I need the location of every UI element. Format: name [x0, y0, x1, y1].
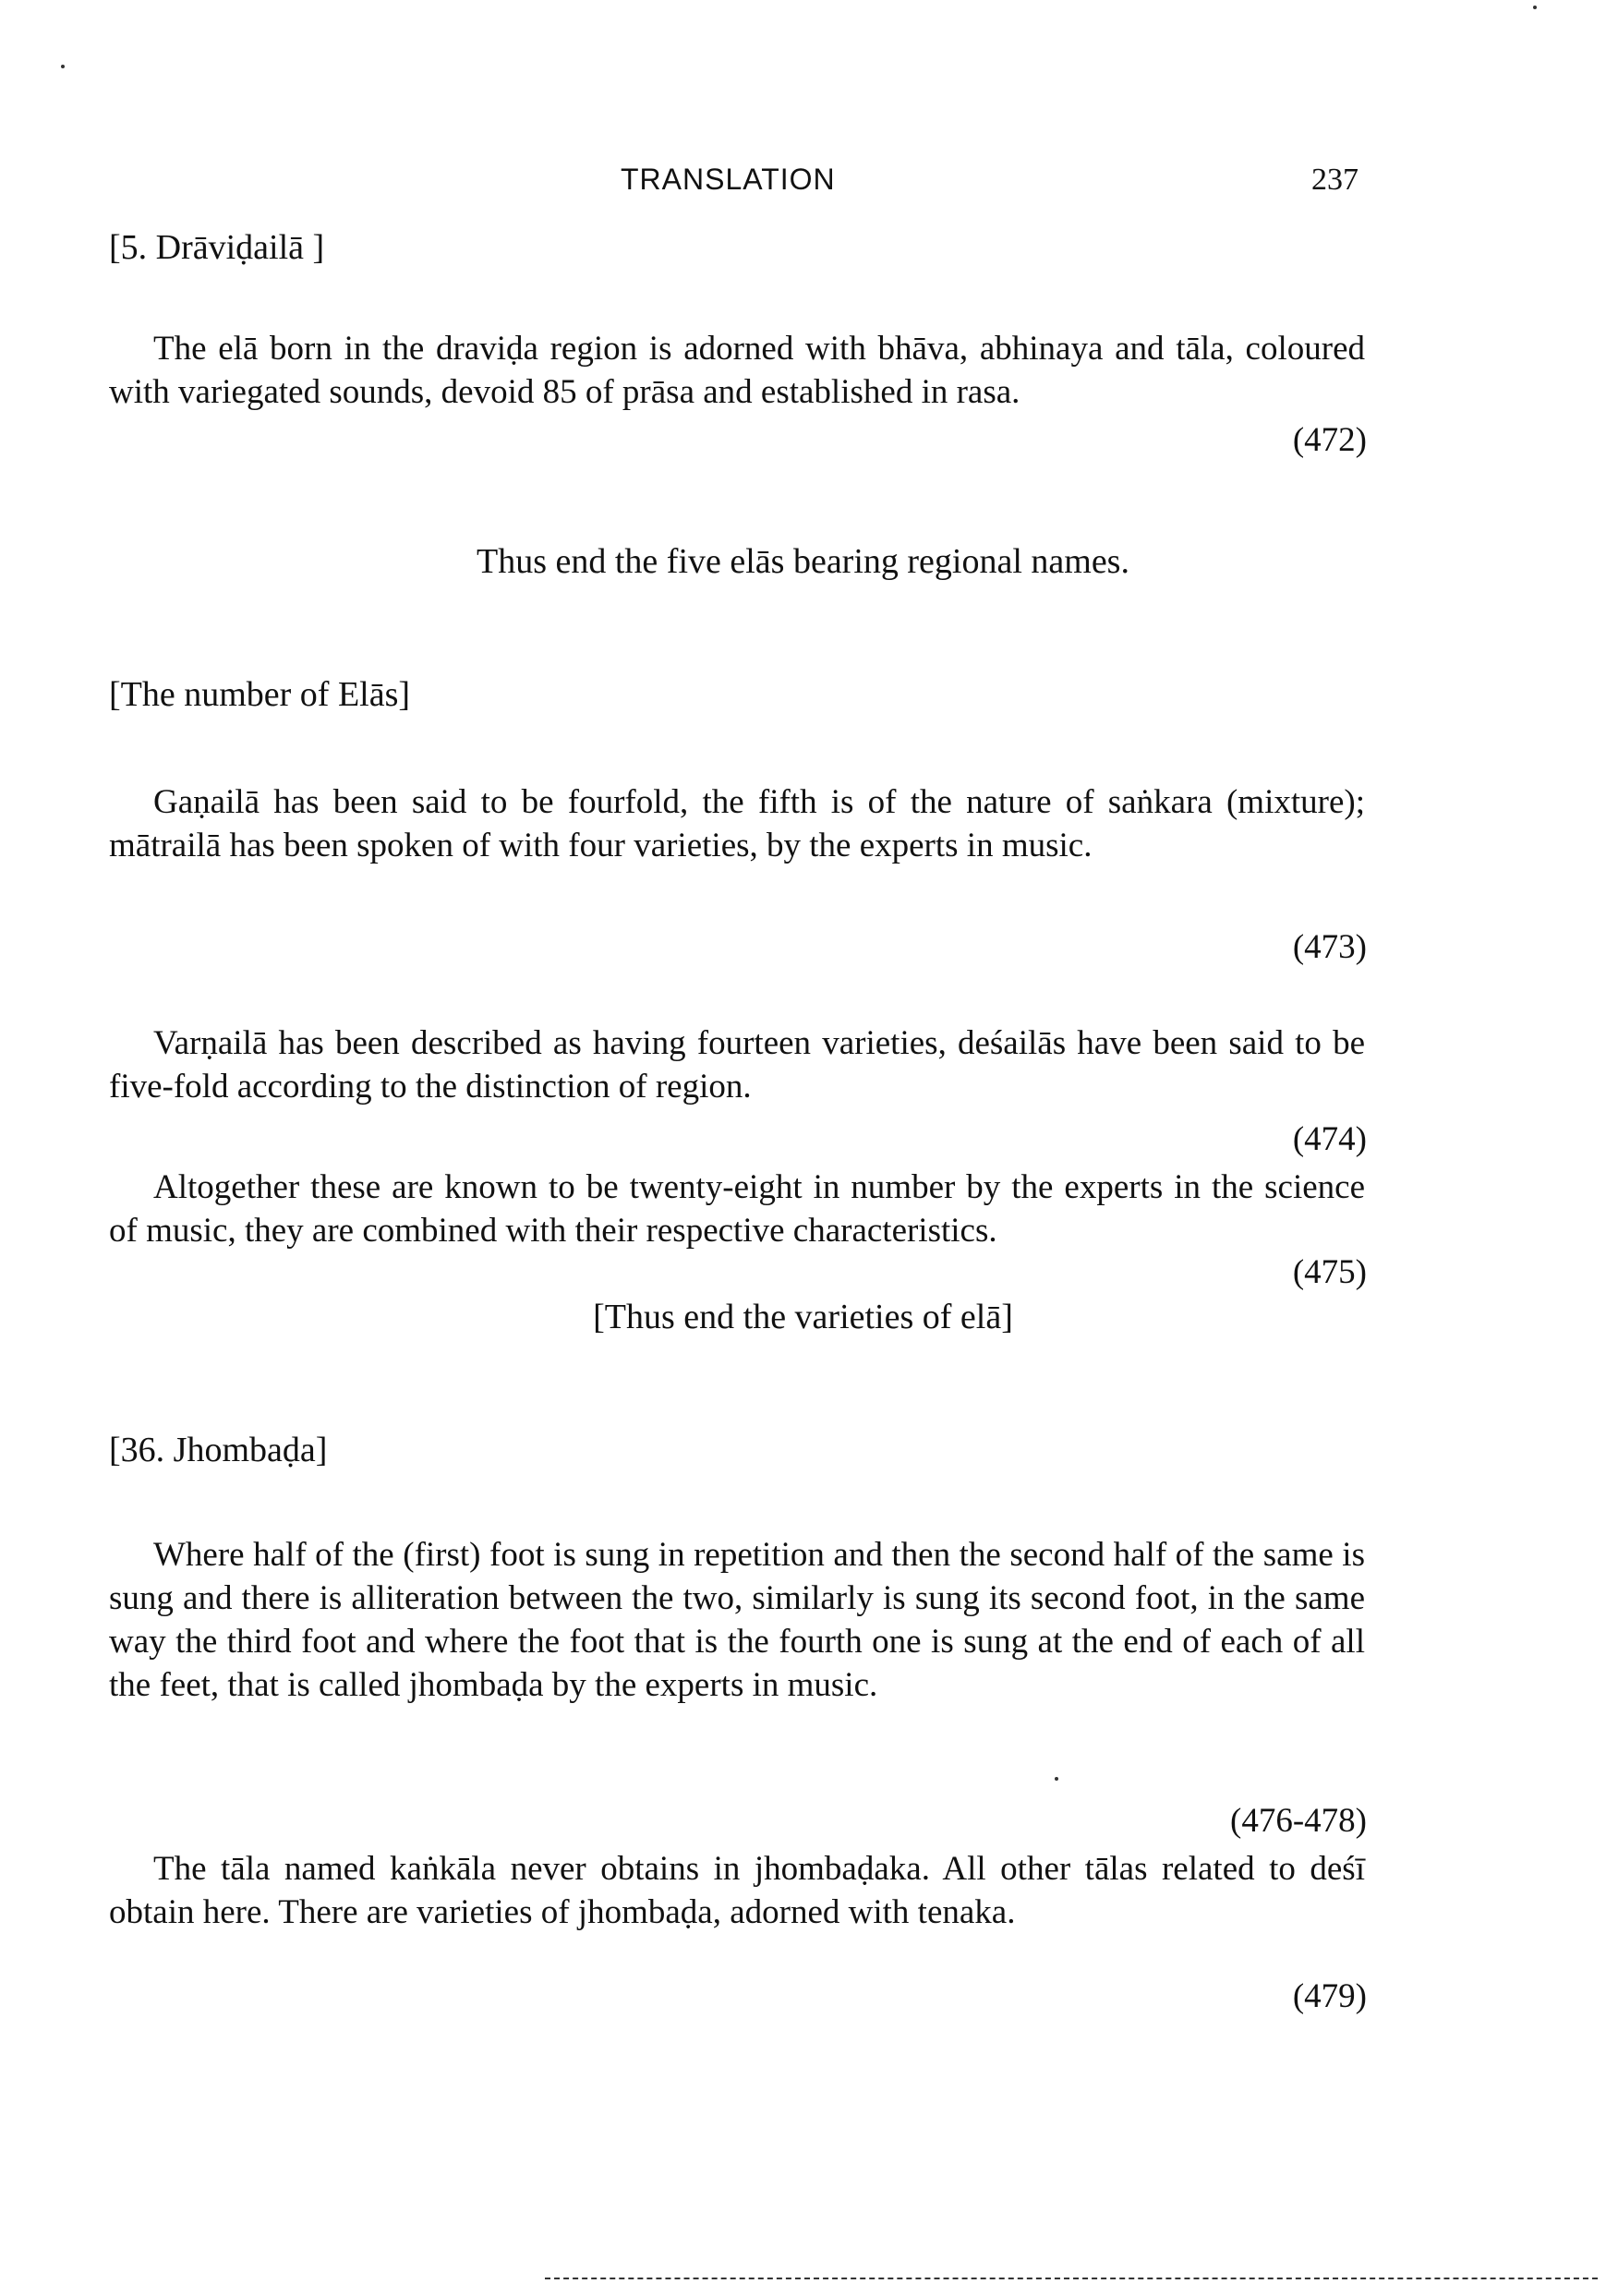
closing-line-varieties-of-ela: [Thus end the varieties of elā] [593, 1298, 1013, 1336]
scan-edge-line [545, 2278, 1598, 2279]
paragraph-text: Altogether these are known to be twenty-eight in number by the experts in the science of music, they are combined with their respective characteristics. [109, 1168, 1365, 1250]
verse-number-476-478: (476-478) [1230, 1802, 1367, 1840]
scan-speck [61, 65, 65, 68]
closing-line-regional-elas: Thus end the five elās bearing regional names. [477, 542, 1129, 581]
paragraph-varnaila [109, 1021, 1365, 1108]
verse-number-479: (479) [1292, 1977, 1367, 2015]
paragraph-dravidaila [109, 327, 1365, 414]
section-heading-dravidaila: [5. Drāviḍailā ] [109, 228, 325, 267]
running-header-title: TRANSLATION [621, 163, 836, 196]
paragraph-text: Gaṇailā has been said to be fourfold, the fifth is of the nature of saṅkara (mixture); mātrailā has been spoken of with four varieties, by the experts in music. [109, 783, 1365, 864]
paragraph-text: The elā born in the draviḍa region is adorned with bhāva, abhinaya and tāla, coloured with variegated sounds, devoid 85 of prāsa and established in rasa. [109, 330, 1365, 411]
section-heading-jhombada: [36. Jhombaḍa] [109, 1431, 328, 1469]
verse-number-475: (475) [1292, 1253, 1367, 1291]
paragraph-jhombada-tala [109, 1847, 1365, 1934]
scan-speck [1533, 6, 1537, 9]
scan-speck [1055, 1777, 1058, 1781]
paragraph-text: Where half of the (first) foot is sung in repetition and then the second half of the same is sung and there is alliteration between the two, similarly is sung its second foot, in the same way the third foot and where the foot that is the fourth one is sung at the end of each of all the feet, that is called jhombaḍa by the experts in music. [109, 1536, 1365, 1704]
verse-number-474: (474) [1292, 1120, 1367, 1158]
paragraph-jhombada-definition [109, 1533, 1365, 1707]
verse-number-473: (473) [1292, 928, 1367, 966]
paragraph-text: The tāla named kaṅkāla never obtains in jhombaḍaka. All other tālas related to deśī obtain here. There are varieties of jhombaḍa, adorned with tenaka. [109, 1850, 1365, 1931]
section-heading-number-of-elas: [The number of Elās] [109, 675, 411, 714]
paragraph-altogether [109, 1166, 1365, 1252]
paragraph-text: Varṇailā has been described as having fourteen varieties, deśailās have been said to be five-fold according to the distinction of region. [109, 1024, 1365, 1106]
page-number: 237 [1311, 163, 1358, 197]
verse-number-472: (472) [1292, 421, 1367, 459]
paragraph-ganaila [109, 780, 1365, 867]
